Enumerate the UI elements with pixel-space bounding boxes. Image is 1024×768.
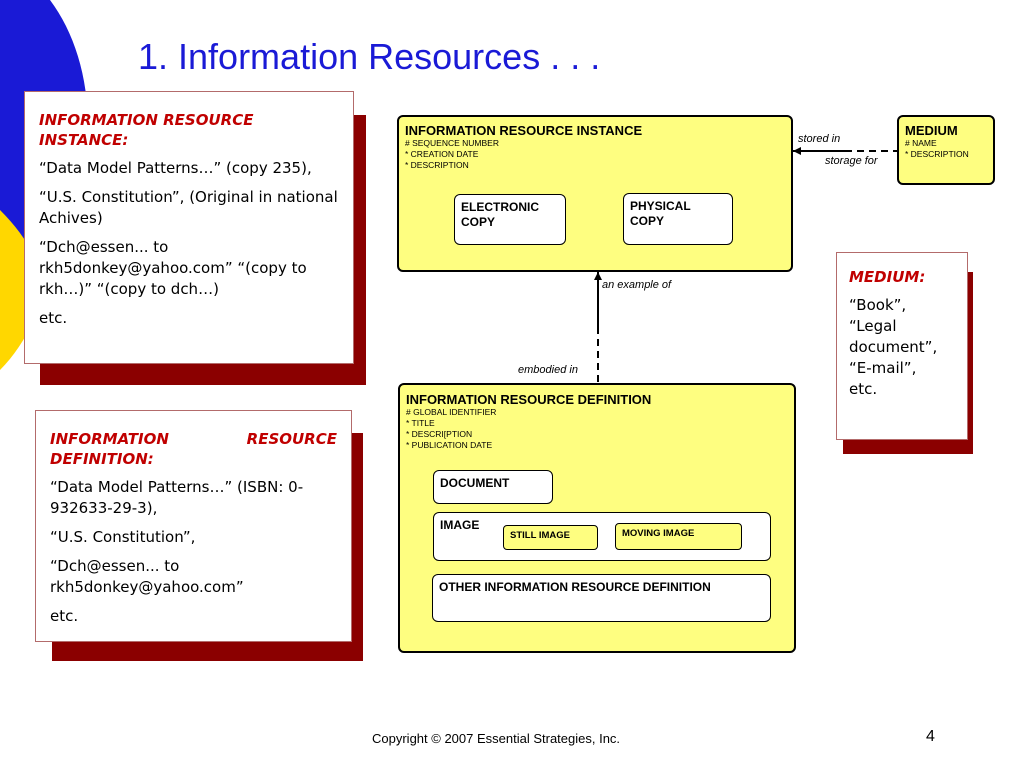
slide-title: 1. Information Resources . . . xyxy=(138,36,601,77)
entity-attribute: * PUBLICATION DATE xyxy=(406,440,493,450)
entity-attribute: # NAME xyxy=(905,138,937,148)
document-subtype: DOCUMENT xyxy=(433,470,553,504)
entity-attribute: * DESCRIPTION xyxy=(405,160,469,170)
note-line: “Dch@essen... to rkh5donkey@yahoo.com” “(copy to rkh…)” “(copy to dch…) xyxy=(39,238,307,298)
entity-title: INFORMATION RESOURCE INSTANCE xyxy=(405,123,643,138)
embodied-in-label: embodied in xyxy=(518,364,578,376)
note-line: “Data Model Patterns…” (copy 235), xyxy=(39,159,312,177)
entity-attribute: # GLOBAL IDENTIFIER xyxy=(406,407,497,417)
crowsfoot-mark xyxy=(594,272,602,280)
entity-attribute: * TITLE xyxy=(406,418,435,428)
note-line: etc. xyxy=(50,607,79,625)
note-header: INFORMATION RESOURCE DEFINITION: xyxy=(50,430,337,468)
entity-title: MEDIUM xyxy=(905,123,958,138)
image-subtype-label: IMAGE xyxy=(440,518,480,532)
note-line: “Data Model Patterns…” (ISBN: 0-932633-29-3), xyxy=(50,478,304,517)
note-line: “E-mail”, xyxy=(849,359,917,377)
stored-in-label: stored in xyxy=(798,133,841,145)
note-header: MEDIUM: xyxy=(849,268,926,286)
an-example-of-label: an example of xyxy=(602,279,672,291)
note-line: “Book”, xyxy=(849,296,907,314)
moving-image-subtype: MOVING IMAGE xyxy=(615,523,742,550)
note-line: “U.S. Constitution”, (Original in national Achives) xyxy=(39,188,338,227)
note-line: etc. xyxy=(849,380,878,398)
entity-attribute: * CREATION DATE xyxy=(405,149,479,159)
note-line: “Dch@essen... to rkh5donkey@yahoo.com” xyxy=(50,557,244,596)
other-definition-subtype: OTHER INFORMATION RESOURCE DEFINITION xyxy=(432,574,771,622)
physical-copy-subtype: PHYSICAL COPY xyxy=(623,193,733,245)
note-line: etc. xyxy=(39,309,68,327)
entity-attribute: * DESCRIPTION xyxy=(905,149,969,159)
note-header: INFORMATION RESOURCE INSTANCE: xyxy=(39,111,254,149)
storage-for-label: storage for xyxy=(825,155,878,167)
crowsfoot-mark xyxy=(793,147,801,155)
page-number: 4 xyxy=(926,728,935,745)
electronic-copy-subtype: ELECTRONIC COPY xyxy=(454,194,566,245)
still-image-subtype: STILL IMAGE xyxy=(503,525,598,550)
copyright-footer: Copyright © 2007 Essential Strategies, Inc. xyxy=(372,731,621,746)
entity-attribute: * DESCRI[PTION xyxy=(406,429,473,439)
entity-attribute: # SEQUENCE NUMBER xyxy=(405,138,499,148)
note-line: “Legal document”, xyxy=(849,317,938,356)
entity-title: INFORMATION RESOURCE DEFINITION xyxy=(406,392,652,407)
note-line: “U.S. Constitution”, xyxy=(50,528,196,546)
